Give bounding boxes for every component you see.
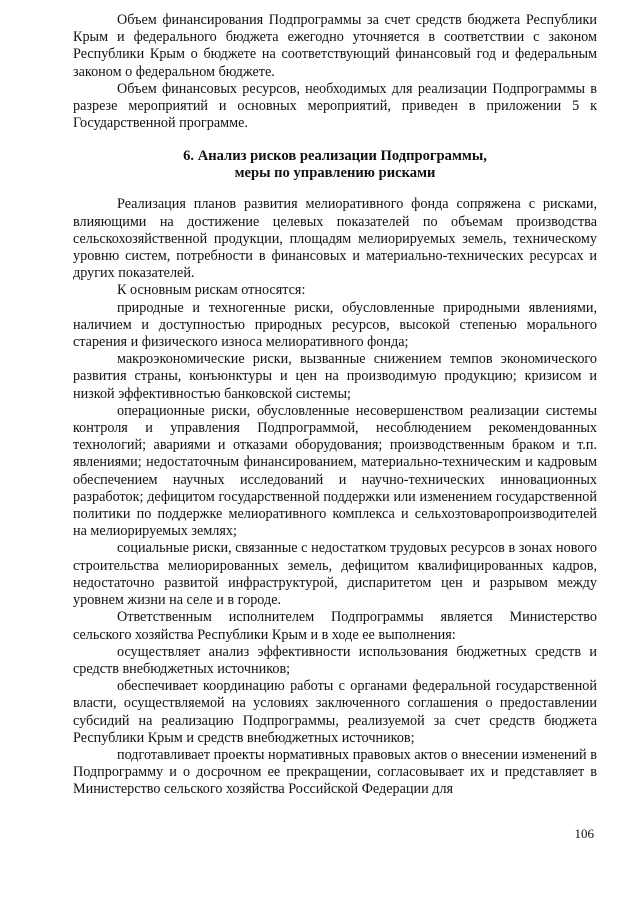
section-heading-line-1: 6. Анализ рисков реализации Подпрограммы, <box>183 148 487 165</box>
paragraph-financing-volume: Объем финансовых ресурсов, необходимых для реализации Подпрограммы в разрезе мероприятий и основных мероприятий, приведен в приложении 5 к Государственной программе. <box>73 80 597 132</box>
section-heading <box>73 148 597 182</box>
paragraph-analysis-duty: осуществляет анализ эффективности использования бюджетных средств и средств внебюджетных источников; <box>73 643 597 677</box>
paragraph-natural-risks: природные и техногенные риски, обусловленные природными явлениями, наличием и доступностью природных ресурсов, высокой степенью морального старения и физического износа мелиоративного фонда; <box>73 299 597 351</box>
paragraph-macroeconomic-risks: макроэкономические риски, вызванные снижением темпов экономического развития страны, конъюнктуры и цен на производимую продукцию; кризисом и низкой эффективностью банковской системы; <box>73 351 597 402</box>
document-page <box>73 12 597 799</box>
paragraph-social-risks: социальные риски, связанные с недостатком трудовых ресурсов в зонах нового строительства мелиорированных земель, дефицитом квалифицированных кадров, недостаточно развитой инфраструктурой, диспаритетом цен и разрывом между уровнем жизни на селе и в городе. <box>73 540 597 609</box>
paragraph-responsible-executor: Ответственным исполнителем Подпрограммы является Министерство сельского хозяйства Республики Крым и в ходе ее выполнения: <box>73 609 597 643</box>
paragraph-main-risks-label: К основным рискам относятся: <box>117 282 306 299</box>
paragraph-risk-intro: Реализация планов развития мелиоративного фонда сопряжена с рисками, влияющими на достижение целевых показателей по объемам производства сельскохозяйственной продукции, площадям мелиорируемых земель, техническому уровню систем, потребности в финансовых и материально-технических ресурсах и других показателей. <box>73 196 597 282</box>
paragraph-financing-update: Объем финансирования Подпрограммы за счет средств бюджета Республики Крым и федерального бюджета ежегодно уточняется в соответствии с законом Республики Крым о бюджете на соответствующий финансовый год и федеральным законом о федеральном бюджете. <box>73 12 597 80</box>
paragraph-coordination-duty: обеспечивает координацию работы с органами федеральной государственной власти, осуществляемой на условиях заключенного соглашения о предоставлении субсидий на реализацию Подпрограммы, реализуемой за счет средств бюджета Республики Крым и средств внебюджетных источников; <box>73 678 597 746</box>
paragraph-drafting-duty: подготавливает проекты нормативных правовых актов о внесении изменений в Подпрограмму и о досрочном ее прекращении, согласовывает их и представляет в Министерство сельского хозяйства Российской Федерации для <box>73 746 597 798</box>
section-heading-line-2: меры по управлению рисками <box>234 165 436 182</box>
page-number: 106 <box>574 826 594 841</box>
paragraph-operational-risks: операционные риски, обусловленные несовершенством реализации системы контроля и управления Подпрограммой, несоблюдением рекомендованных технологий; авариями и отказами оборудования; производственным браком и т.п. явлениями; недостаточным финансированием, материально-техническим и кадровым обеспечением научных исследований и научно-технических инновационных разработок; дефицитом государственной поддержки или изменением государственной политики по поддержке мелиоративного комплекса и сельхозтоваропроизводителей на мелиорируемых землях; <box>73 402 597 540</box>
